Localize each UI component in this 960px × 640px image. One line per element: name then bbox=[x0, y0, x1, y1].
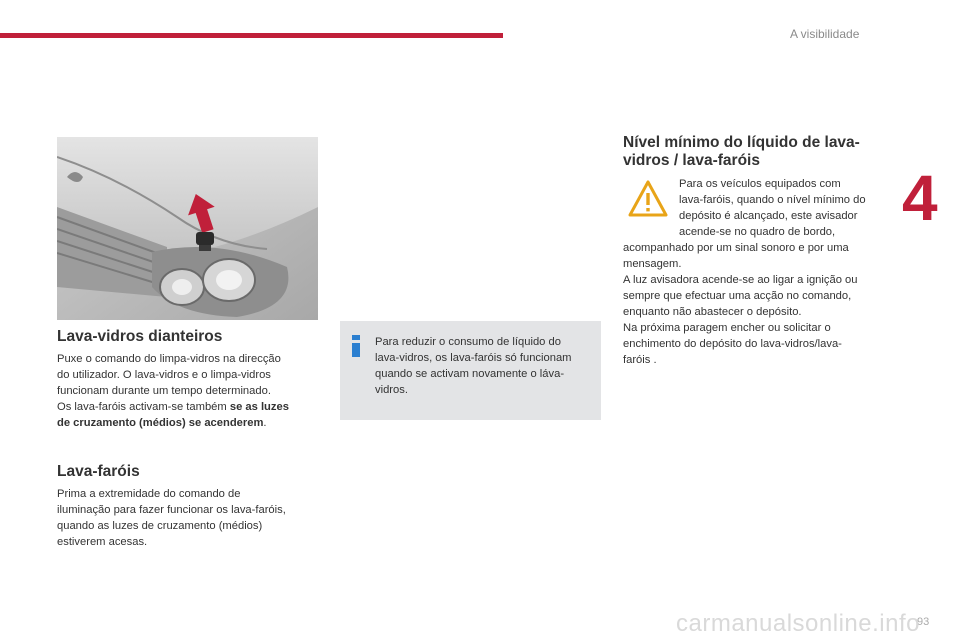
text-line: faróis . bbox=[623, 354, 657, 366]
bold-text: de cruzamento (médios) se acenderem bbox=[57, 417, 264, 429]
text-line: quando se activam novamente o láva- bbox=[375, 368, 565, 380]
text-line: A luz avisadora acende-se ao ligar a ignição ou bbox=[623, 274, 858, 286]
text-line bbox=[57, 415, 327, 431]
min-level-intro bbox=[679, 176, 894, 240]
page-number: 93 bbox=[917, 616, 930, 628]
chapter-number: 4 bbox=[902, 162, 938, 234]
text-line: enquanto não abastecer o depósito. bbox=[623, 306, 802, 318]
section-title: A visibilidade bbox=[790, 27, 860, 41]
title-line: Nível mínimo do líquido de lava- bbox=[623, 134, 860, 151]
text-span: Os lava-faróis activam-se também bbox=[57, 401, 230, 413]
text-line: quando as luzes de cruzamento (médios) bbox=[57, 520, 263, 532]
text-line: mensagem. bbox=[623, 258, 682, 270]
text-line: lava-faróis, quando o nível mínimo do bbox=[679, 194, 866, 206]
text-line: estiverem acesas. bbox=[57, 536, 148, 548]
text-line: funcionam durante um tempo determinado. bbox=[57, 385, 271, 397]
text-line: iluminação para fazer funcionar os lava-faróis, bbox=[57, 504, 286, 516]
text-line: depósito é alcançado, este avisador bbox=[679, 210, 858, 222]
text-line: acende-se no quadro de bordo, bbox=[679, 226, 836, 238]
headlamp-washer-title: Lava-faróis bbox=[57, 463, 140, 480]
text-line bbox=[57, 399, 327, 415]
text-line: Para os veículos equipados com bbox=[679, 178, 841, 190]
car-photo-illustration bbox=[57, 137, 318, 320]
text-line: Na próxima paragem encher ou solicitar o bbox=[623, 322, 831, 334]
windscreen-washer-title: Lava-vidros dianteiros bbox=[57, 328, 223, 345]
car-headlamp-photo bbox=[57, 137, 318, 320]
watermark: carmanualsonline.info bbox=[676, 610, 920, 637]
info-icon bbox=[352, 335, 360, 357]
min-level-text bbox=[623, 240, 898, 368]
text-line: sempre que efectuar uma acção no comando, bbox=[623, 290, 852, 302]
min-level-title bbox=[623, 134, 893, 170]
text-line: vidros. bbox=[375, 384, 408, 396]
info-text bbox=[375, 334, 597, 398]
warning-icon bbox=[628, 180, 668, 218]
text-line: acompanhado por um sinal sonoro e por uma bbox=[623, 242, 849, 254]
text-line: do utilizador. O lava-vidros e o limpa-vidros bbox=[57, 369, 271, 381]
bold-text: se as luzes bbox=[229, 401, 289, 413]
windscreen-washer-text bbox=[57, 351, 327, 431]
headlamp-washer-text bbox=[57, 486, 327, 550]
text-span: . bbox=[263, 417, 267, 429]
text-line: Prima a extremidade do comando de bbox=[57, 488, 241, 500]
info-box bbox=[340, 321, 601, 420]
title-line: vidros / lava-faróis bbox=[623, 152, 760, 169]
header-accent-bar bbox=[0, 33, 503, 38]
text-line: Puxe o comando do limpa-vidros na direcção bbox=[57, 353, 281, 365]
text-line: lava-vidros, os lava-faróis só funcionam bbox=[375, 352, 572, 364]
text-line: Para reduzir o consumo de líquido do bbox=[375, 336, 561, 348]
text-line: enchimento do depósito do lava-vidros/lava- bbox=[623, 338, 842, 350]
